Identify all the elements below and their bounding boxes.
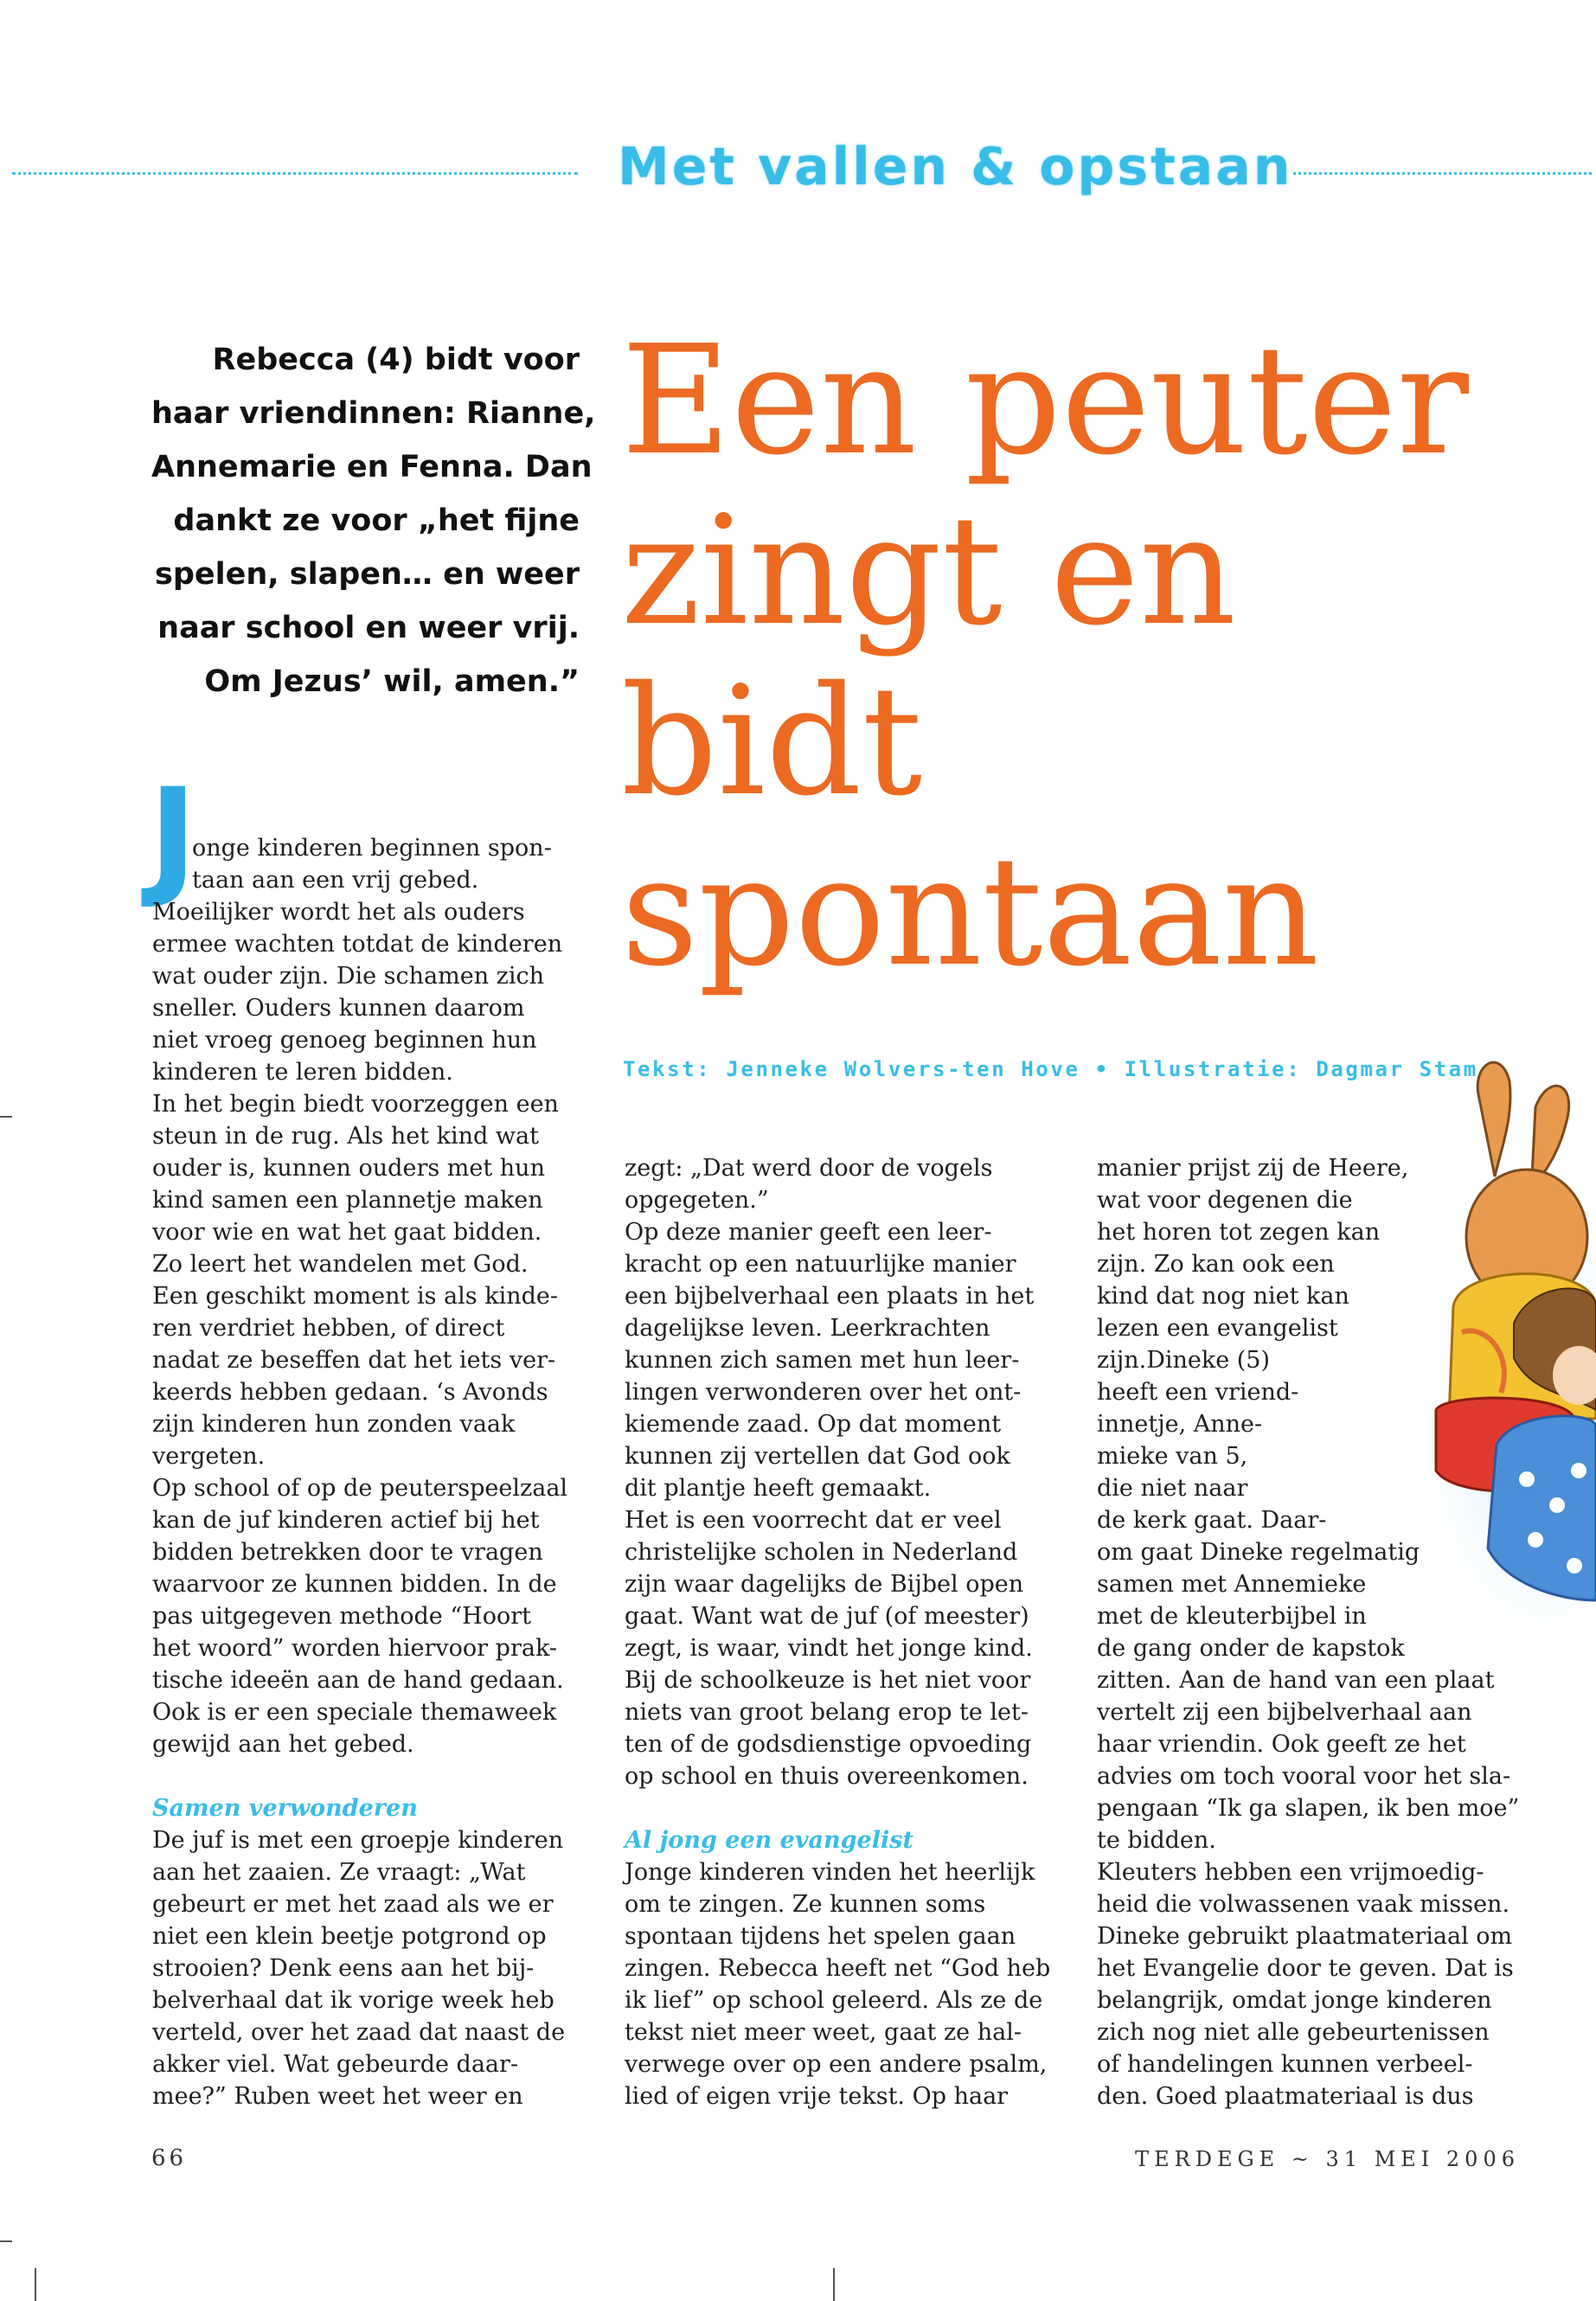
intro-quote — [151, 333, 596, 708]
intro-line: dankt ze voor „het fijne — [173, 503, 580, 538]
text-line: spontaan tijdens het spelen gaan — [625, 1923, 1016, 1950]
text-line: ren verdriet hebben, of direct — [152, 1315, 505, 1342]
dress-dot — [1528, 1532, 1543, 1548]
text-line: die niet naar — [1097, 1475, 1248, 1502]
text-line: zegt: „Dat werd door de vogels — [625, 1155, 993, 1182]
text-line: gaat. Want wat de juf (of meester) — [625, 1603, 1029, 1630]
page-number: 66 — [151, 2145, 188, 2171]
intro-line: Annemarie en Fenna. Dan — [151, 450, 593, 484]
text-line: mieke van 5, — [1097, 1443, 1248, 1470]
headline-line: zingt en — [621, 484, 1237, 659]
header-rule-left — [12, 172, 578, 175]
column-1 — [152, 896, 585, 2112]
section-title: Met vallen & opstaan — [618, 137, 1293, 197]
text-line: pas uitgegeven methode “Hoort — [152, 1603, 531, 1630]
text-line: het Evangelie door te geven. Dat is — [1097, 1955, 1514, 1982]
text-line: niets van groot belang erop te let- — [625, 1699, 1029, 1726]
text-line: zich nog niet alle gebeurtenissen — [1097, 2019, 1490, 2046]
text-line: lingen verwonderen over het ont- — [625, 1379, 1022, 1406]
text-line: tekst niet meer weet, gaat ze hal- — [625, 2019, 1022, 2046]
text-line: Op deze manier geeft een leer- — [625, 1219, 992, 1246]
text-line: Het is een voorrecht dat er veel — [625, 1507, 1002, 1534]
crop-mark — [35, 2268, 36, 2301]
headline-line: bidt — [621, 654, 923, 830]
intro-line: Rebecca (4) bidt voor — [212, 343, 580, 377]
text-line: keerds hebben gedaan. ‘s Avonds — [152, 1379, 548, 1406]
subheading: Al jong een evangelist — [625, 1827, 913, 1854]
text-line: zitten. Aan de hand van een plaat — [1097, 1667, 1495, 1694]
text-line: verteld, over het zaad dat naast de — [152, 2019, 566, 2046]
text-line: wat voor degenen die — [1097, 1187, 1353, 1214]
text-line: De juf is met een groepje kinderen — [152, 1827, 564, 1854]
text-line: manier prijst zij de Heere, — [1097, 1155, 1409, 1182]
text-line: Op school of op de peuterspeelzaal — [152, 1475, 568, 1502]
crop-mark — [833, 2268, 835, 2301]
text-line: om te zingen. Ze kunnen soms — [625, 1891, 986, 1918]
text-line: ik lief” op school geleerd. Als ze de — [625, 1987, 1043, 2014]
byline-credits: Tekst: Jenneke Wolvers-ten Hove • Illustratie: Dagmar Stam — [623, 1057, 1478, 1081]
text-line: kiemende zaad. Op dat moment — [625, 1411, 1002, 1438]
text-line: Ook is er een speciale themaweek — [152, 1699, 557, 1726]
headline-line: Een peuter — [621, 313, 1469, 489]
paragraph-gap — [625, 1792, 1074, 1824]
text-line: voor wie en wat het gaat bidden. — [152, 1219, 542, 1246]
text-line: pengaan “Ik ga slapen, ik ben moe” — [1097, 1795, 1520, 1822]
text-line: de gang onder de kapstok — [1097, 1635, 1405, 1662]
dress-dot — [1549, 1497, 1565, 1513]
text-line: verwege over op een andere psalm, — [625, 2051, 1048, 2078]
text-line: zijn waar dagelijks de Bijbel open — [625, 1571, 1024, 1598]
text-line: taan aan een vrij gebed. — [192, 867, 479, 894]
text-line: lezen een evangelist — [1097, 1315, 1338, 1342]
text-line: samen met Annemieke — [1097, 1571, 1367, 1598]
text-line: zijn. Zo kan ook een — [1097, 1251, 1335, 1278]
text-line: ten of de godsdienstige opvoeding — [625, 1731, 1032, 1758]
text-line: kan de juf kinderen actief bij het — [152, 1507, 540, 1534]
intro-line: naar school en weer vrij. — [157, 611, 580, 645]
text-line: lied of eigen vrije tekst. Op haar — [625, 2083, 1009, 2110]
text-line: haar vriendin. Ook geeft ze het — [1097, 1731, 1466, 1758]
dress-dot — [1571, 1463, 1586, 1478]
text-line: den. Goed plaatmateriaal is dus — [1097, 2083, 1474, 2110]
text-line: akker viel. Wat gebeurde daar- — [152, 2051, 519, 2078]
rabbit-ear-icon — [1477, 1062, 1510, 1176]
text-line: zijn kinderen hun zonden vaak — [152, 1411, 516, 1438]
text-line: te bidden. — [1097, 1827, 1216, 1854]
text-line: Kleuters hebben een vrijmoedig- — [1097, 1859, 1484, 1886]
text-line: opgegeten.” — [625, 1187, 769, 1214]
headline-line: spontaan — [621, 824, 1319, 1000]
text-line: gebeurt er met het zaad als we er — [152, 1891, 554, 1918]
text-line: waarvoor ze kunnen bidden. In de — [152, 1571, 557, 1598]
text-line: strooien? Denk eens aan het bij- — [152, 1955, 535, 1982]
text-line: het horen tot zegen kan — [1097, 1219, 1381, 1246]
text-line: onge kinderen beginnen spon- — [192, 835, 552, 862]
text-line: niet een klein beetje potgrond op — [152, 1923, 547, 1950]
text-line: kunnen zich samen met hun leer- — [625, 1347, 1020, 1374]
text-line: gewijd aan het gebed. — [152, 1731, 414, 1758]
column-1-opening — [192, 832, 573, 896]
text-line: zegt, is waar, vindt het jonge kind. — [625, 1635, 1033, 1662]
text-line: niet vroeg genoeg beginnen hun — [152, 1027, 537, 1054]
text-line: innetje, Anne- — [1097, 1411, 1263, 1438]
text-line: Moeilijker wordt het als ouders — [152, 899, 525, 926]
dress-dot — [1519, 1471, 1535, 1487]
text-line: kracht op een natuurlijke manier — [625, 1251, 1016, 1278]
headline — [621, 313, 1573, 1000]
text-line: kinderen te leren bidden. — [152, 1059, 453, 1086]
text-line: sneller. Ouders kunnen daarom — [152, 995, 525, 1022]
intro-line: haar vriendinnen: Rianne, — [151, 396, 596, 431]
text-line: tische ideeën aan de hand gedaan. — [152, 1667, 564, 1694]
drop-cap: J — [149, 761, 197, 912]
text-line: kind samen een plannetje maken — [152, 1187, 543, 1214]
text-line: advies om toch vooral voor het sla- — [1097, 1763, 1511, 1790]
text-line: een bijbelverhaal een plaats in het — [625, 1283, 1035, 1310]
text-line: kunnen zij vertellen dat God ook — [625, 1443, 1010, 1470]
text-line: of handelingen kunnen verbeel- — [1097, 2051, 1473, 2078]
text-line: vertelt zij een bijbelverhaal aan — [1097, 1699, 1472, 1726]
dress-dot — [1567, 1558, 1582, 1574]
text-line: Jonge kinderen vinden het heerlijk — [625, 1859, 1035, 1886]
text-line: dit plantje heeft gemaakt. — [625, 1475, 932, 1502]
text-line: wat ouder zijn. Die schamen zich — [152, 963, 545, 990]
subheading: Samen verwonderen — [152, 1795, 418, 1822]
header-rule-right — [1293, 172, 1592, 175]
text-line: ermee wachten totdat de kinderen — [152, 931, 563, 958]
rabbit-child-illustration — [1349, 1047, 1596, 1652]
crop-mark — [0, 2240, 12, 2242]
intro-line: Om Jezus’ wil, amen.” — [204, 664, 580, 699]
text-line: nadat ze beseffen dat het iets ver- — [152, 1347, 556, 1374]
text-line: dagelijkse leven. Leerkrachten — [625, 1315, 990, 1342]
text-line: steun in de rug. Als het kind wat — [152, 1123, 539, 1150]
text-line: heeft een vriend- — [1097, 1379, 1299, 1406]
text-line: vergeten. — [152, 1443, 266, 1470]
text-line: met de kleuterbijbel in — [1097, 1603, 1367, 1630]
text-line: om gaat Dineke regelmatig — [1097, 1539, 1420, 1566]
text-line: zijn.Dineke (5) — [1097, 1347, 1271, 1374]
text-line: bidden betrekken door te vragen — [152, 1539, 543, 1566]
text-line: zingen. Rebecca heeft net “God heb — [625, 1955, 1051, 1982]
text-line: het woord” worden hiervoor prak- — [152, 1635, 557, 1662]
intro-line: spelen, slapen… en weer — [154, 557, 580, 592]
text-line: mee?” Ruben weet het weer en — [152, 2083, 523, 2110]
magazine-issue: TERDEGE ~ 31 MEI 2006 — [1135, 2147, 1520, 2171]
text-line: op school en thuis overeenkomen. — [625, 1763, 1029, 1790]
text-line: belangrijk, omdat jonge kinderen — [1097, 1987, 1492, 2014]
text-line: heid die volwassenen vaak missen. — [1097, 1891, 1510, 1918]
text-line: Dineke gebruikt plaatmateriaal om — [1097, 1923, 1513, 1950]
column-2 — [625, 1152, 1074, 2112]
text-line: kind dat nog niet kan — [1097, 1283, 1349, 1310]
text-line: In het begin biedt voorzeggen een — [152, 1091, 559, 1118]
text-line: aan het zaaien. Ze vraagt: „Wat — [152, 1859, 526, 1886]
text-line: Een geschikt moment is als kinde- — [152, 1283, 558, 1310]
crop-mark — [0, 1116, 12, 1118]
paragraph-gap — [152, 1760, 585, 1792]
text-line: belverhaal dat ik vorige week heb — [152, 1987, 554, 2014]
text-line: de kerk gaat. Daar- — [1097, 1507, 1327, 1534]
text-line: Zo leert het wandelen met God. — [152, 1251, 529, 1278]
text-line: ouder is, kunnen ouders met hun — [152, 1155, 545, 1182]
text-line: Bij de schoolkeuze is het niet voor — [625, 1667, 1031, 1694]
text-line: christelijke scholen in Nederland — [625, 1539, 1018, 1566]
